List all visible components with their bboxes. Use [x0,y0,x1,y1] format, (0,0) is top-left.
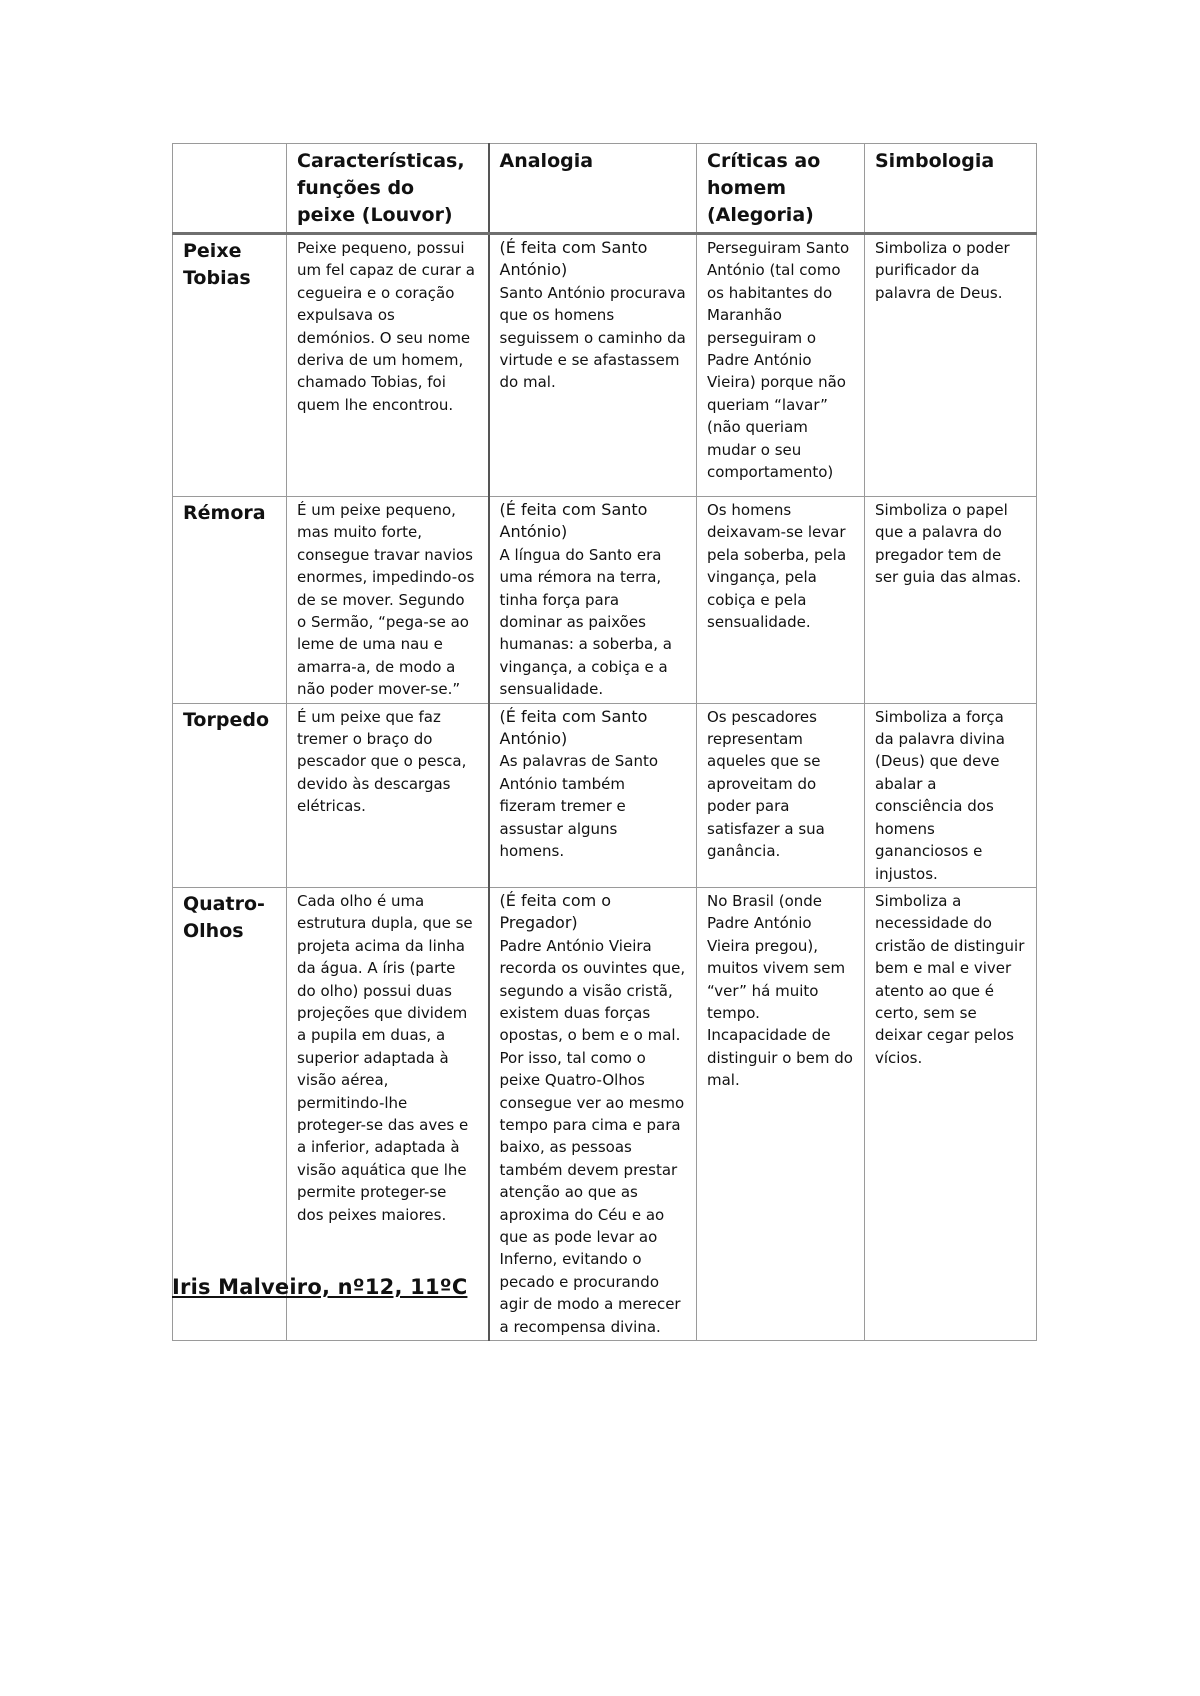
header-row [173,144,1037,234]
criticas-cell: Os homens deixavam-se levar pela soberba, pela vingança, pela cobiça e pela sensualidade. [697,497,865,704]
simbologia-cell: Simboliza a necessidade do cristão de distinguir bem e mal e viver atento ao que é certo, sem se deixar cegar pelos vícios. [865,887,1037,1340]
caracteristicas-cell: É um peixe que faz tremer o braço do pescador que o pesca, devido às descargas elétricas. [287,703,489,887]
header-empty [173,144,287,234]
caracteristicas-cell: Peixe pequeno, possui um fel capaz de curar a cegueira e o coração expulsava os demónios. O seu nome deriva de um homem, chamado Tobias, foi quem lhe encontrou. [287,234,489,497]
analogia-cell [489,887,697,1340]
simbologia-cell: Simboliza o papel que a palavra do pregador tem de ser guia das almas. [865,497,1037,704]
analogia-cell [489,234,697,497]
fish-name: Torpedo [173,703,287,887]
criticas-cell: Perseguiram Santo António (tal como os habitantes do Maranhão perseguiram o Padre António Vieira) porque não queriam “lavar” (não queriam mudar o seu comportamento) [697,234,865,497]
header-criticas: Críticas ao homem (Alegoria) [697,144,865,234]
analogia-cell [489,703,697,887]
header-simbologia: Simbologia [865,144,1037,234]
criticas-cell: Os pescadores representam aqueles que se aproveitam do poder para satisfazer a sua ganância. [697,703,865,887]
fish-name: Peixe Tobias [173,234,287,497]
analogia-note: (É feita com o Pregador) [499,890,612,933]
header-analogia: Analogia [489,144,697,234]
table-row [173,497,1037,704]
analogia-text: As palavras de Santo António também fizeram tremer e assustar alguns homens. [499,752,659,861]
table-row [173,703,1037,887]
analogia-text: Santo António procurava que os homens seguissem o caminho da virtude e se afastassem do mal. [499,283,686,392]
caracteristicas-cell: É um peixe pequeno, mas muito forte, consegue travar navios enormes, impedindo-os de se mover. Segundo o Sermão, “pega-se ao leme de uma nau e amarra-a, de modo a não poder mover-se.” [287,497,489,704]
table-body [173,234,1037,1341]
analogia-note: (É feita com Santo António) [499,238,648,280]
analogia-cell [489,497,697,704]
author-signature: Iris Malveiro, nº12, 11ºC [172,1275,468,1299]
table-row [173,887,1037,1340]
comparison-table [172,143,1037,1341]
fish-name: Rémora [173,497,287,704]
criticas-cell: No Brasil (onde Padre António Vieira pregou), muitos vivem sem “ver” há muito tempo. Incapacidade de distinguir o bem do mal. [697,887,865,1340]
analogia-note: (É feita com Santo António) [499,706,648,749]
simbologia-cell: Simboliza a força da palavra divina (Deus) que deve abalar a consciência dos homens gananciosos e injustos. [865,703,1037,887]
analogia-note: (É feita com Santo António) [499,500,648,542]
fish-name: Quatro-Olhos [173,887,287,1340]
caracteristicas-cell: Cada olho é uma estrutura dupla, que se projeta acima da linha da água. A íris (parte do olho) possui duas projeções que dividem a pupila em duas, a superior adaptada à visão aérea, permitindo-lhe proteger-se das aves e a inferior, adaptada à visão aquática que lhe permite proteger-se dos peixes maiores. [287,887,489,1340]
analogia-text: Padre António Vieira recorda os ouvintes que, segundo a visão cristã, existem duas forças opostas, o bem e o mal. Por isso, tal como o peixe Quatro-Olhos consegue ver ao mesmo tempo para cima e para baixo, as pessoas também devem prestar atenção ao que as aproxima do Céu e ao que as pode levar ao Inferno, evitando o pecado e procurando agir de modo a merecer a recompensa divina. [499,936,686,1336]
table-header [173,144,1037,234]
analogia-text: A língua do Santo era uma rémora na terra, tinha força para dominar as paixões humanas: a soberba, a vingança, a cobiça e a sensualidade. [499,545,672,699]
table-row [173,234,1037,497]
header-caracteristicas: Características, funções do peixe (Louvor) [287,144,489,234]
simbologia-cell: Simboliza o poder purificador da palavra de Deus. [865,234,1037,497]
